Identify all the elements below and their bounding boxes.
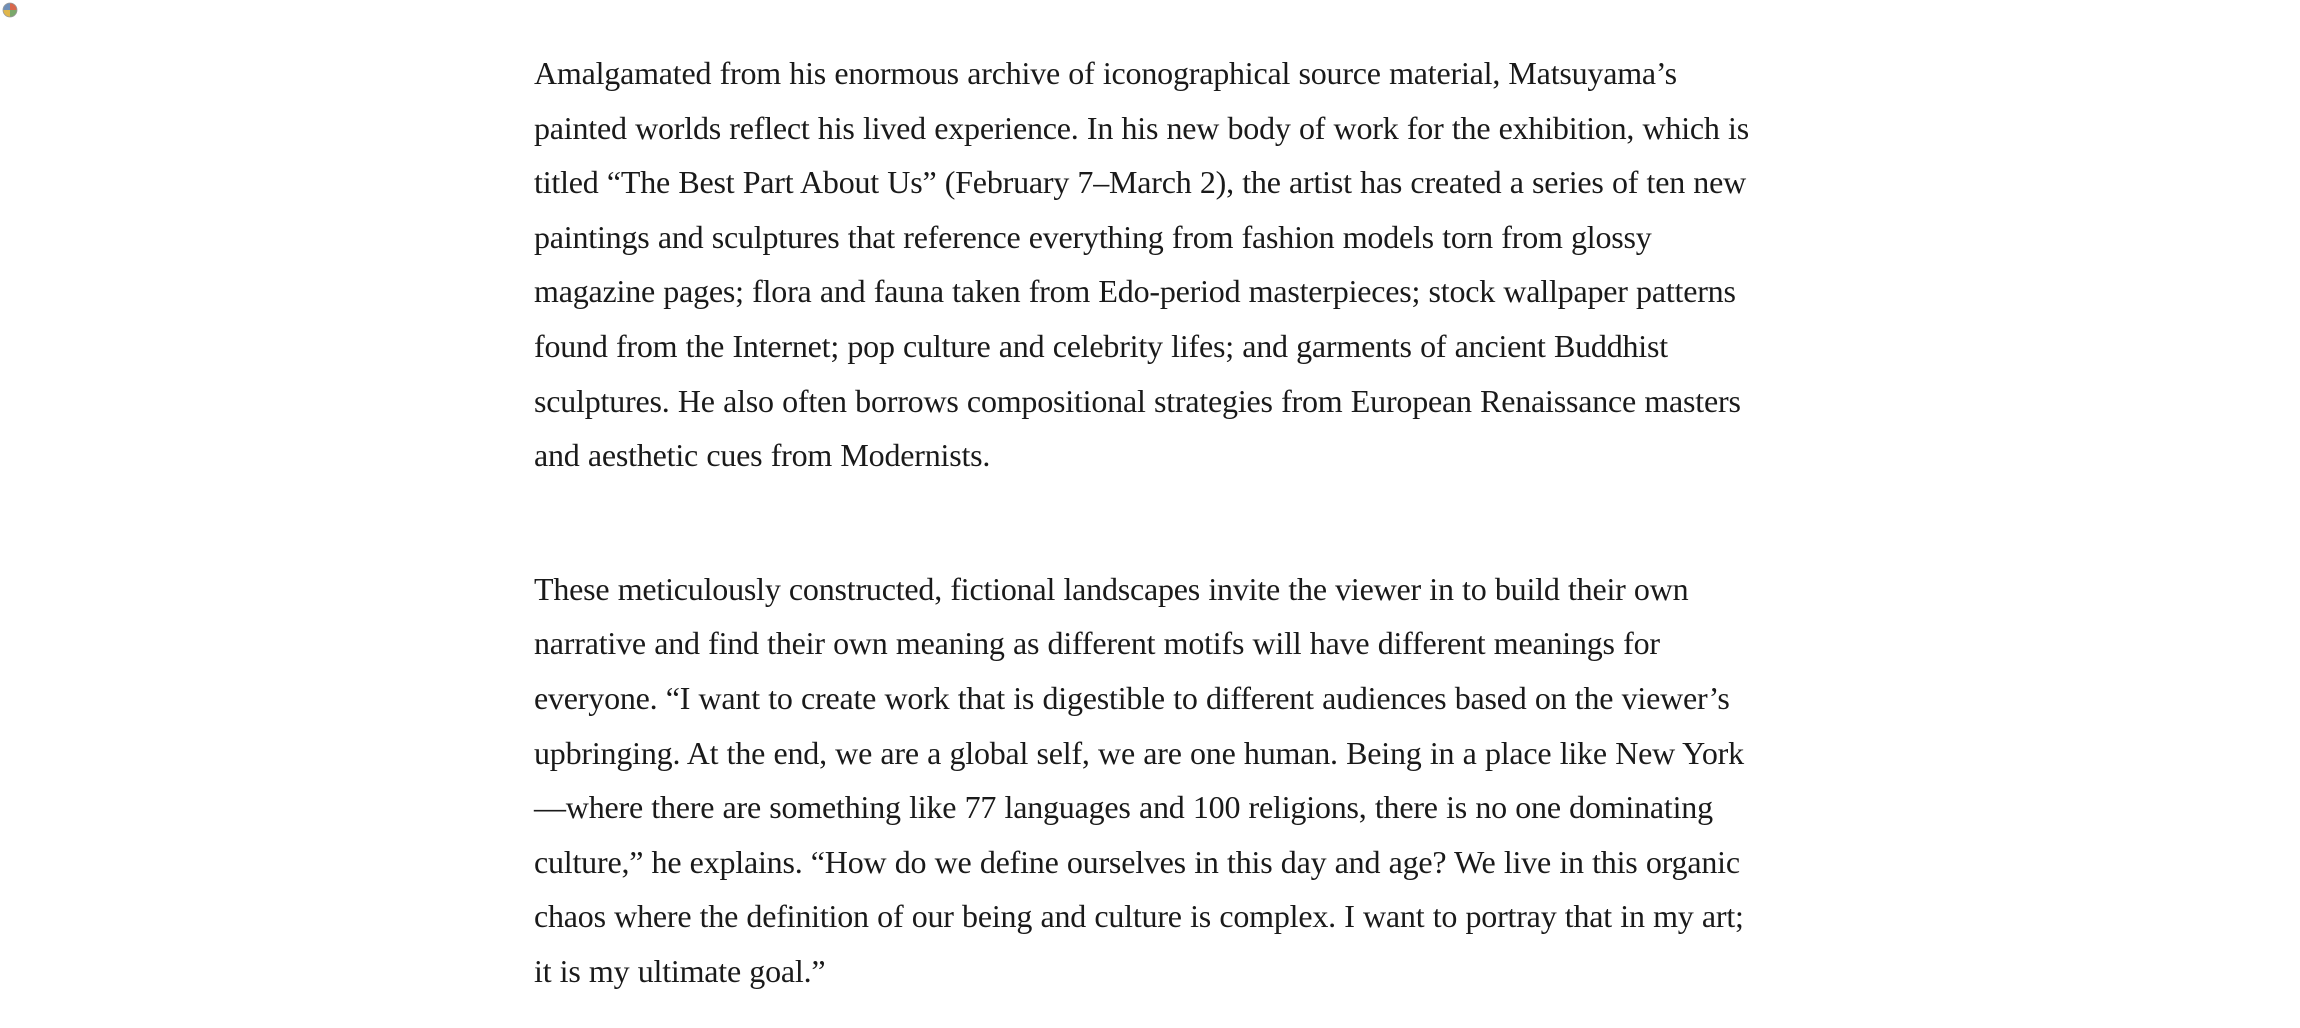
globe-icon bbox=[2, 2, 18, 18]
article-paragraph-1: Amalgamated from his enormous archive of iconographical source material, Matsuyama’s painted worlds reflect his lived experience. In his new body of work for the exhibition, which is titled “The Best Part About Us” (February 7–March 2), the artist has created a series of ten new paintings and sculptures that reference everything from fashion models torn from glossy magazine pages; flora and fauna taken from Edo-period masterpieces; stock wallpaper patterns found from the Internet; pop culture and celebrity lifes; and garments of ancient Buddhist sculptures. He also often borrows compositional strategies from European Renaissance masters and aesthetic cues from Modernists. bbox=[534, 55, 1749, 474]
article-body bbox=[534, 46, 1764, 999]
article-paragraph-2: These meticulously constructed, fictional landscapes invite the viewer in to build their own narrative and find their own meaning as different motifs will have different meanings for everyone. “I want to create work that is digestible to different audiences based on the viewer’s upbringing. At the end, we are a global self, we are one human. Being in a place like New York—where there are something like 77 languages and 100 religions, there is no one dominating culture,” he explains. “How do we define ourselves in this day and age? We live in this organic chaos where the definition of our being and culture is complex. I want to portray that in my art; it is my ultimate goal.” bbox=[534, 570, 1744, 989]
